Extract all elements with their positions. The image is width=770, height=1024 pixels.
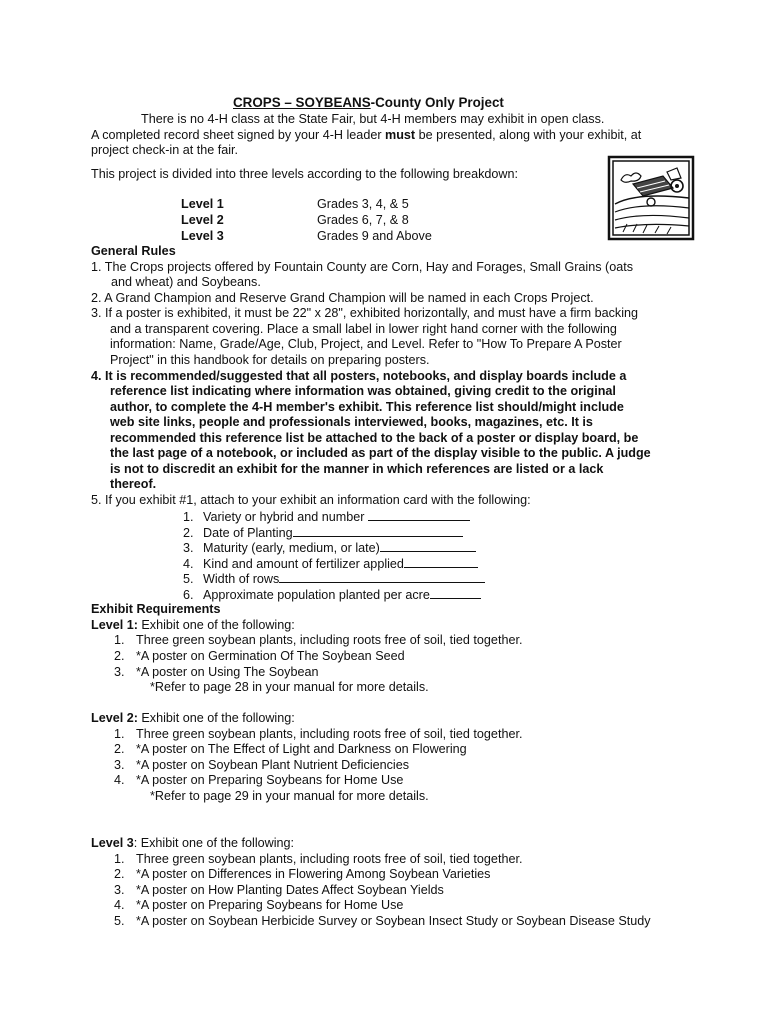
info-card-number: 4.: [183, 557, 194, 571]
info-card-number: 1.: [183, 510, 194, 524]
rule-4-line-7: is not to discredit an exhibit for the manner in which references are listed or a lack: [110, 462, 604, 476]
rule-4-line-5: recommended this reference list be attached to the back of a poster or display board, be: [110, 431, 639, 445]
exhibit-level-1-item-3: [114, 665, 319, 681]
item-number: 2.: [114, 867, 125, 881]
info-card-number: 5.: [183, 572, 194, 586]
fill-in-blank: [368, 509, 470, 521]
rule-5: 5. If you exhibit #1, attach to your exhibit an information card with the following:: [91, 493, 531, 507]
item-number: 4.: [114, 773, 125, 787]
intro-line-2a: A completed record sheet signed by your 4-H leader: [91, 128, 386, 142]
info-card-text: Approximate population planted per acre: [203, 588, 430, 602]
item-text: *A poster on Germination Of The Soybean Seed: [136, 649, 405, 663]
rule-4-line-6: the last page of a notebook, or included as part of the display visible to the public. A judge: [110, 446, 651, 460]
intro-line-4: This project is divided into three levels according to the following breakdown:: [91, 167, 519, 181]
intro-line-1: There is no 4-H class at the State Fair, but 4-H members may exhibit in open class.: [141, 112, 605, 126]
item-number: 3.: [114, 883, 125, 897]
exhibit-level-label: Level 2:: [91, 711, 138, 725]
exhibit-level-intro: Exhibit one of the following:: [137, 618, 295, 632]
info-card-text: Kind and amount of fertilizer applied: [203, 557, 404, 571]
fill-in-blank: [430, 587, 481, 599]
page-title: [233, 95, 504, 111]
item-number: 1.: [114, 852, 125, 866]
info-card-number: 2.: [183, 526, 194, 540]
exhibit-level-2-item-4: [114, 773, 403, 789]
title-crops: CROPS – SOYBEANS: [233, 95, 371, 110]
info-card-item-6: [183, 587, 481, 604]
item-text: *A poster on Soybean Herbicide Survey or Soybean Insect Study or Soybean Disease Study: [136, 914, 651, 928]
item-number: 5.: [114, 914, 125, 928]
item-text: *A poster on Using The Soybean: [136, 665, 319, 679]
intro-line-2: [91, 128, 641, 144]
fill-in-blank: [279, 571, 485, 583]
item-text: *A poster on Differences in Flowering Among Soybean Varieties: [136, 867, 491, 881]
level-1-grades: Grades 3, 4, & 5: [317, 197, 409, 211]
exhibit-level-3-heading: [91, 836, 294, 852]
exhibit-level-3-item-3: [114, 883, 444, 899]
rule-3-line-4: Project" in this handbook for details on preparing posters.: [110, 353, 430, 367]
rule-3-line-1: 3. If a poster is exhibited, it must be 22" x 28", exhibited horizontally, and must have a firm backing: [91, 306, 639, 320]
item-text: *A poster on Preparing Soybeans for Home Use: [136, 773, 404, 787]
general-rules-heading: General Rules: [91, 244, 176, 258]
exhibit-level-1-note: *Refer to page 28 in your manual for more details.: [150, 680, 429, 694]
rule-4-line-2: reference list indicating where information was obtained, giving credit to the original: [110, 384, 616, 398]
item-text: Three green soybean plants, including roots free of soil, tied together.: [136, 633, 523, 647]
fill-in-blank: [404, 556, 478, 568]
level-2-label: Level 2: [181, 213, 224, 227]
exhibit-level-3-item-4: [114, 898, 403, 914]
info-card-number: 6.: [183, 588, 194, 602]
level-1-label: Level 1: [181, 197, 224, 211]
fill-in-blank: [293, 525, 463, 537]
title-rest: -County Only Project: [370, 95, 504, 110]
item-text: *A poster on How Planting Dates Affect Soybean Yields: [136, 883, 444, 897]
item-number: 2.: [114, 742, 125, 756]
exhibit-level-label: Level 1:: [91, 618, 138, 632]
rule-1-line-2: and wheat) and Soybeans.: [111, 275, 261, 289]
rule-4-line-3: author, to complete the 4-H member's exhibit. This reference list should/might include: [110, 400, 624, 414]
exhibit-level-intro: : Exhibit one of the following:: [133, 836, 295, 850]
intro-must: must: [385, 128, 416, 142]
item-number: 4.: [114, 898, 125, 912]
exhibit-level-1-item-1: [114, 633, 522, 649]
rule-1-line-1: 1. The Crops projects offered by Fountain County are Corn, Hay and Forages, Small Grains (oats: [91, 260, 634, 274]
info-card-text: Width of rows: [203, 572, 280, 586]
info-card-item-5: [183, 571, 485, 588]
level-2-grades: Grades 6, 7, & 8: [317, 213, 409, 227]
item-number: 2.: [114, 649, 125, 663]
item-number: 3.: [114, 665, 125, 679]
info-card-number: 3.: [183, 541, 194, 555]
info-card-text: Date of Planting: [203, 526, 293, 540]
level-3-label: Level 3: [181, 229, 224, 243]
intro-line-3: project check-in at the fair.: [91, 143, 238, 157]
item-text: Three green soybean plants, including roots free of soil, tied together.: [136, 727, 523, 741]
intro-line-2b: be presented, along with your exhibit, at: [415, 128, 642, 142]
rule-4-line-1: 4. It is recommended/suggested that all posters, notebooks, and display boards include a: [91, 369, 627, 383]
exhibit-level-1-heading: [91, 618, 295, 634]
exhibit-level-3-item-1: [114, 852, 522, 868]
exhibit-level-2-item-2: [114, 742, 467, 758]
item-text: *A poster on Soybean Plant Nutrient Deficiencies: [136, 758, 410, 772]
item-text: *A poster on Preparing Soybeans for Home Use: [136, 898, 404, 912]
rule-4-line-4: web site links, people and professionals interviewed, books, magazines, etc. It is: [110, 415, 593, 429]
level-3-grades: Grades 9 and Above: [317, 229, 432, 243]
rule-2: 2. A Grand Champion and Reserve Grand Champion will be named in each Crops Project.: [91, 291, 594, 305]
exhibit-heading: Exhibit Requirements: [91, 602, 221, 616]
exhibit-level-2-note: *Refer to page 29 in your manual for more details.: [150, 789, 429, 803]
item-number: 1.: [114, 633, 125, 647]
info-card-item-1: [183, 509, 470, 526]
rule-3-line-2: and a transparent covering. Place a small label in lower right hand corner with the following: [110, 322, 617, 336]
info-card-text: Maturity (early, medium, or late): [203, 541, 380, 555]
info-card-item-3: [183, 540, 476, 557]
item-number: 3.: [114, 758, 125, 772]
fill-in-blank: [380, 540, 476, 552]
exhibit-level-2-item-1: [114, 727, 522, 743]
item-text: *A poster on The Effect of Light and Darkness on Flowering: [136, 742, 467, 756]
tractor-field-illustration: [607, 154, 695, 242]
item-number: 1.: [114, 727, 125, 741]
exhibit-level-2-heading: [91, 711, 295, 727]
rule-3-line-3: information: Name, Grade/Age, Club, Project, and Level. Refer to "How To Prepare A Poster: [110, 337, 622, 351]
exhibit-level-2-item-3: [114, 758, 409, 774]
rule-4-line-8: thereof.: [110, 477, 157, 491]
item-text: Three green soybean plants, including roots free of soil, tied together.: [136, 852, 523, 866]
exhibit-level-1-item-2: [114, 649, 405, 665]
info-card-text: Variety or hybrid and number: [203, 510, 365, 524]
exhibit-level-3-item-2: [114, 867, 490, 883]
exhibit-level-intro: Exhibit one of the following:: [137, 711, 295, 725]
exhibit-level-label: Level 3: [91, 836, 134, 850]
exhibit-level-3-item-5: [114, 914, 651, 930]
